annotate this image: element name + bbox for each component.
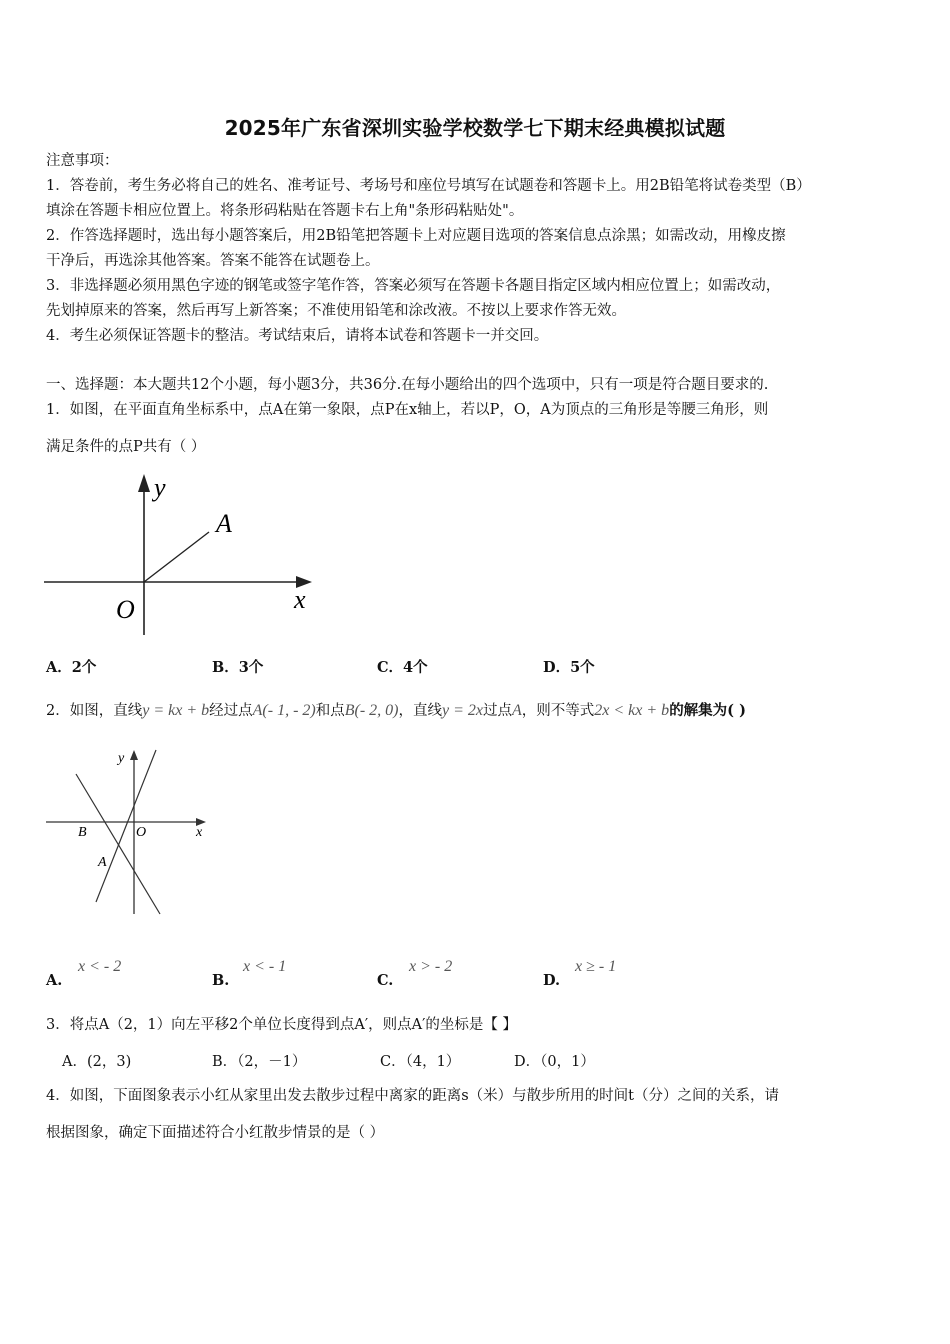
notice-line: 干净后，再选涂其他答案。答案不能答在试题卷上。 bbox=[46, 253, 380, 269]
q2-math: 2x < kx + b bbox=[594, 702, 670, 719]
q1-option-c[interactable]: C．4个 bbox=[377, 659, 428, 676]
q2-text: ，则不等式 bbox=[521, 703, 595, 719]
q2-option-a-value: x < - 2 bbox=[78, 958, 122, 975]
q1-option-d[interactable]: D．5个 bbox=[543, 659, 595, 676]
q1-stem: 1．如图，在平面直角坐标系中，点A在第一象限，点P在x轴上，若以P，O，A为顶点的三角形是等腰三角形，则 bbox=[46, 402, 769, 418]
q2-text: ，直线 bbox=[398, 703, 442, 719]
q1-option-b[interactable]: B．3个 bbox=[212, 659, 264, 676]
notice-heading: 注意事项： bbox=[46, 153, 119, 169]
q2-text: 的解集为( ) bbox=[669, 702, 746, 719]
q1-x-label: x bbox=[294, 585, 306, 614]
notice-line: 填涂在答题卡相应位置上。将条形码粘贴在答题卡右上角"条形码粘贴处"。 bbox=[46, 203, 524, 219]
q2-math: B(- 2, 0) bbox=[344, 702, 399, 719]
q2-point-a-label: A bbox=[98, 855, 107, 870]
q2-origin-label: O bbox=[136, 825, 147, 840]
q2-option-c-value: x > - 2 bbox=[409, 958, 453, 975]
q2-text: 2．如图，直线 bbox=[46, 703, 143, 719]
q2-math: A bbox=[512, 702, 522, 719]
q2-option-b-value: x < - 1 bbox=[243, 958, 287, 975]
q2-line-kx-b bbox=[76, 774, 160, 914]
section-header: 一、选择题：本大题共12个小题，每小题3分，共36分.在每小题给出的四个选项中，只有一项是符合题目要求的. bbox=[46, 377, 769, 393]
q2-text: 经过点 bbox=[209, 703, 253, 719]
q2-math: y = 2x bbox=[442, 702, 483, 719]
q1-origin-label: O bbox=[116, 595, 135, 624]
q2-math: A(- 1, - 2) bbox=[252, 702, 316, 719]
q2-text: 和点 bbox=[315, 703, 345, 719]
q3-stem: 3．将点A（2，1）向左平移2个单位长度得到点A′，则点A′的坐标是【 】 bbox=[46, 1017, 518, 1033]
q1-figure bbox=[44, 470, 324, 642]
q2-x-label: x bbox=[196, 825, 203, 840]
q2-stem bbox=[46, 702, 906, 720]
q1-y-arrow bbox=[138, 474, 150, 492]
q2-option-d-value: x ≥ - 1 bbox=[575, 958, 617, 975]
q3-option-d[interactable]: D．（0，1） bbox=[514, 1054, 595, 1070]
q2-option-d-letter[interactable]: D. bbox=[543, 972, 561, 989]
q2-point-b-label: B bbox=[78, 825, 87, 840]
q2-option-c-letter[interactable]: C. bbox=[377, 972, 394, 989]
q2-line-2x bbox=[96, 750, 156, 902]
notice-line: 先划掉原来的答案，然后再写上新答案；不准使用铅笔和涂改液。不按以上要求作答无效。 bbox=[46, 303, 626, 319]
notice-line: 2．作答选择题时，选出每小题答案后，用2B铅笔把答题卡上对应题目选项的答案信息点涂黑；如需改动，用橡皮擦 bbox=[46, 228, 786, 244]
q1-segment-oa bbox=[144, 532, 209, 582]
q2-math: y = kx + b bbox=[142, 702, 210, 719]
q2-text: 过点 bbox=[483, 703, 512, 719]
notice-line: 3．非选择题必须用黑色字迹的钢笔或签字笔作答，答案必须写在答题卡各题目指定区域内相应位置上；如需改动， bbox=[46, 278, 781, 294]
q2-option-a-letter[interactable]: A. bbox=[46, 972, 63, 989]
q2-figure bbox=[44, 744, 214, 918]
q1-stem-cont: 满足条件的点P共有（ ） bbox=[46, 439, 206, 455]
q2-y-arrow bbox=[130, 750, 138, 760]
page-title: 2025年广东省深圳实验学校数学七下期末经典模拟试题 bbox=[224, 116, 726, 140]
q3-option-c[interactable]: C．（4，1） bbox=[380, 1054, 461, 1070]
q4-stem: 4．如图，下面图象表示小红从家里出发去散步过程中离家的距离s（米）与散步所用的时间t（分）之间的关系，请 bbox=[46, 1088, 779, 1104]
q3-option-a[interactable]: A．(2，3) bbox=[62, 1054, 132, 1070]
q2-y-label: y bbox=[118, 751, 125, 766]
q3-option-b[interactable]: B．（2，－1） bbox=[212, 1054, 307, 1070]
q2-option-b-letter[interactable]: B. bbox=[212, 972, 230, 989]
q1-y-label: y bbox=[154, 473, 166, 502]
q1-point-a-label: A bbox=[216, 509, 232, 538]
notice-line: 1．答卷前，考生务必将自己的姓名、准考证号、考场号和座位号填写在试题卷和答题卡上。用2B铅笔将试卷类型（B） bbox=[46, 178, 811, 194]
q1-option-a[interactable]: A．2个 bbox=[46, 659, 97, 676]
q4-stem-cont: 根据图象，确定下面描述符合小红散步情景的是（ ） bbox=[46, 1125, 385, 1141]
notice-line: 4．考生必须保证答题卡的整洁。考试结束后，请将本试卷和答题卡一并交回。 bbox=[46, 328, 549, 344]
